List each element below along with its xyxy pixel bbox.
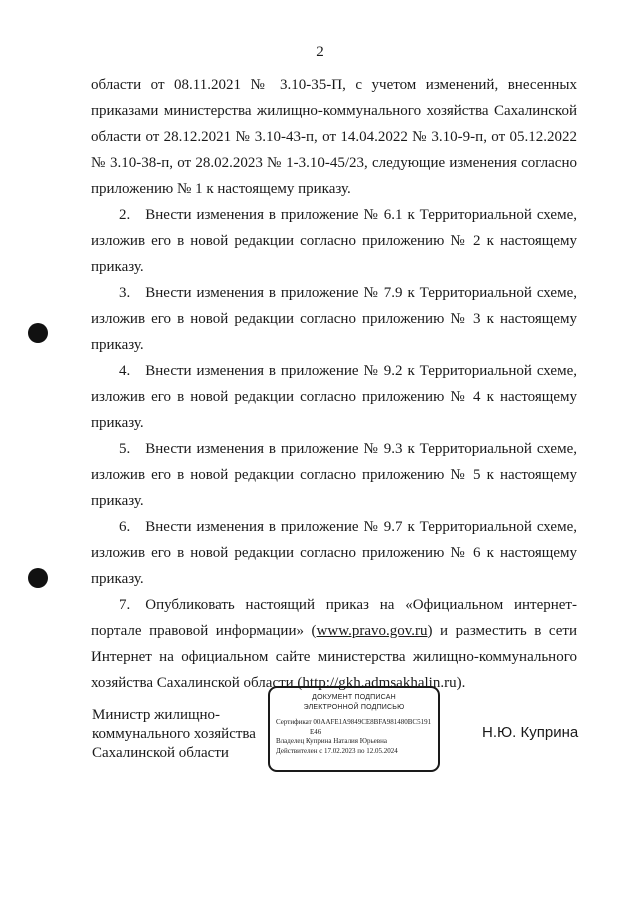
list-item-3: 3. Внести изменения в приложение № 7.9 к Территориальной схеме, изложив его в новой редакции согласно приложению № 3 к настоящему приказу.: [91, 285, 577, 353]
document-body: [91, 72, 577, 696]
stamp-title: ДОКУМЕНТ ПОДПИСАН: [312, 694, 396, 701]
list-item-5: 5. Внести изменения в приложение № 9.3 к Территориальной схеме, изложив его в новой редакции согласно приложению № 5 к настоящему приказу.: [91, 441, 577, 509]
electronic-signature-stamp: [268, 686, 440, 772]
position-line: Министр жилищно-: [92, 707, 221, 723]
signatory-position: [92, 706, 262, 763]
position-line: коммунального хозяйства: [92, 726, 256, 742]
stamp-owner: Владелец Куприна Наталия Юрьевна: [276, 737, 387, 745]
item7-text-end: ) и разместить в сети Интернет на официальном сайте министерства жилищно-коммунального хозяйства Сахалинской области (http://gkh.admsakhalin.ru).: [91, 623, 577, 691]
stamp-validity: Действителен с 17.02.2023 по 12.05.2024: [276, 746, 398, 755]
list-item-2: 2. Внести изменения в приложение № 6.1 к Территориальной схеме, изложив его в новой редакции согласно приложению № 2 к настоящему приказу.: [91, 207, 577, 275]
page-number: 2: [316, 44, 324, 60]
punch-hole-mark: [28, 323, 48, 343]
list-item-7: [91, 592, 577, 696]
signatory-name: Н.Ю. Куприна: [482, 724, 579, 741]
stamp-title: ЭЛЕКТРОННОЙ ПОДПИСЬЮ: [303, 703, 405, 711]
list-item-6: 6. Внести изменения в приложение № 9.7 к Территориальной схеме, изложив его в новой редакции согласно приложению № 6 к настоящему приказу.: [91, 519, 577, 587]
list-item-4: 4. Внести изменения в приложение № 9.2 к Территориальной схеме, изложив его в новой редакции согласно приложению № 4 к настоящему приказу.: [91, 363, 577, 431]
pravo-link[interactable]: www.pravo.gov.ru: [316, 623, 428, 639]
paragraph-continuation: области от 08.11.2021 № 3.10-35-П, с учетом изменений, внесенных приказами министерства жилищно-коммунального хозяйства Сахалинской области от 28.12.2021 № 3.10-43-п, от 14.04.2022 № 3.10-9-п, от 05.12.2022 № 3.10-38-п, от 28.02.2023 № 1-3.10-45/23, следующие изменения согласно приложению № 1 к настоящему приказу.: [91, 77, 577, 197]
stamp-certificate: Сертификат 00AAFE1A9849CE8BFA981480BC5191: [276, 718, 432, 726]
position-line: Сахалинской области: [92, 745, 229, 761]
stamp-certificate-tail: E46: [310, 727, 322, 736]
item7-text-start: 7. Опубликовать настоящий приказ на «Официальном интернет-портале правовой информации» (: [91, 597, 577, 639]
punch-hole-mark: [28, 568, 48, 588]
